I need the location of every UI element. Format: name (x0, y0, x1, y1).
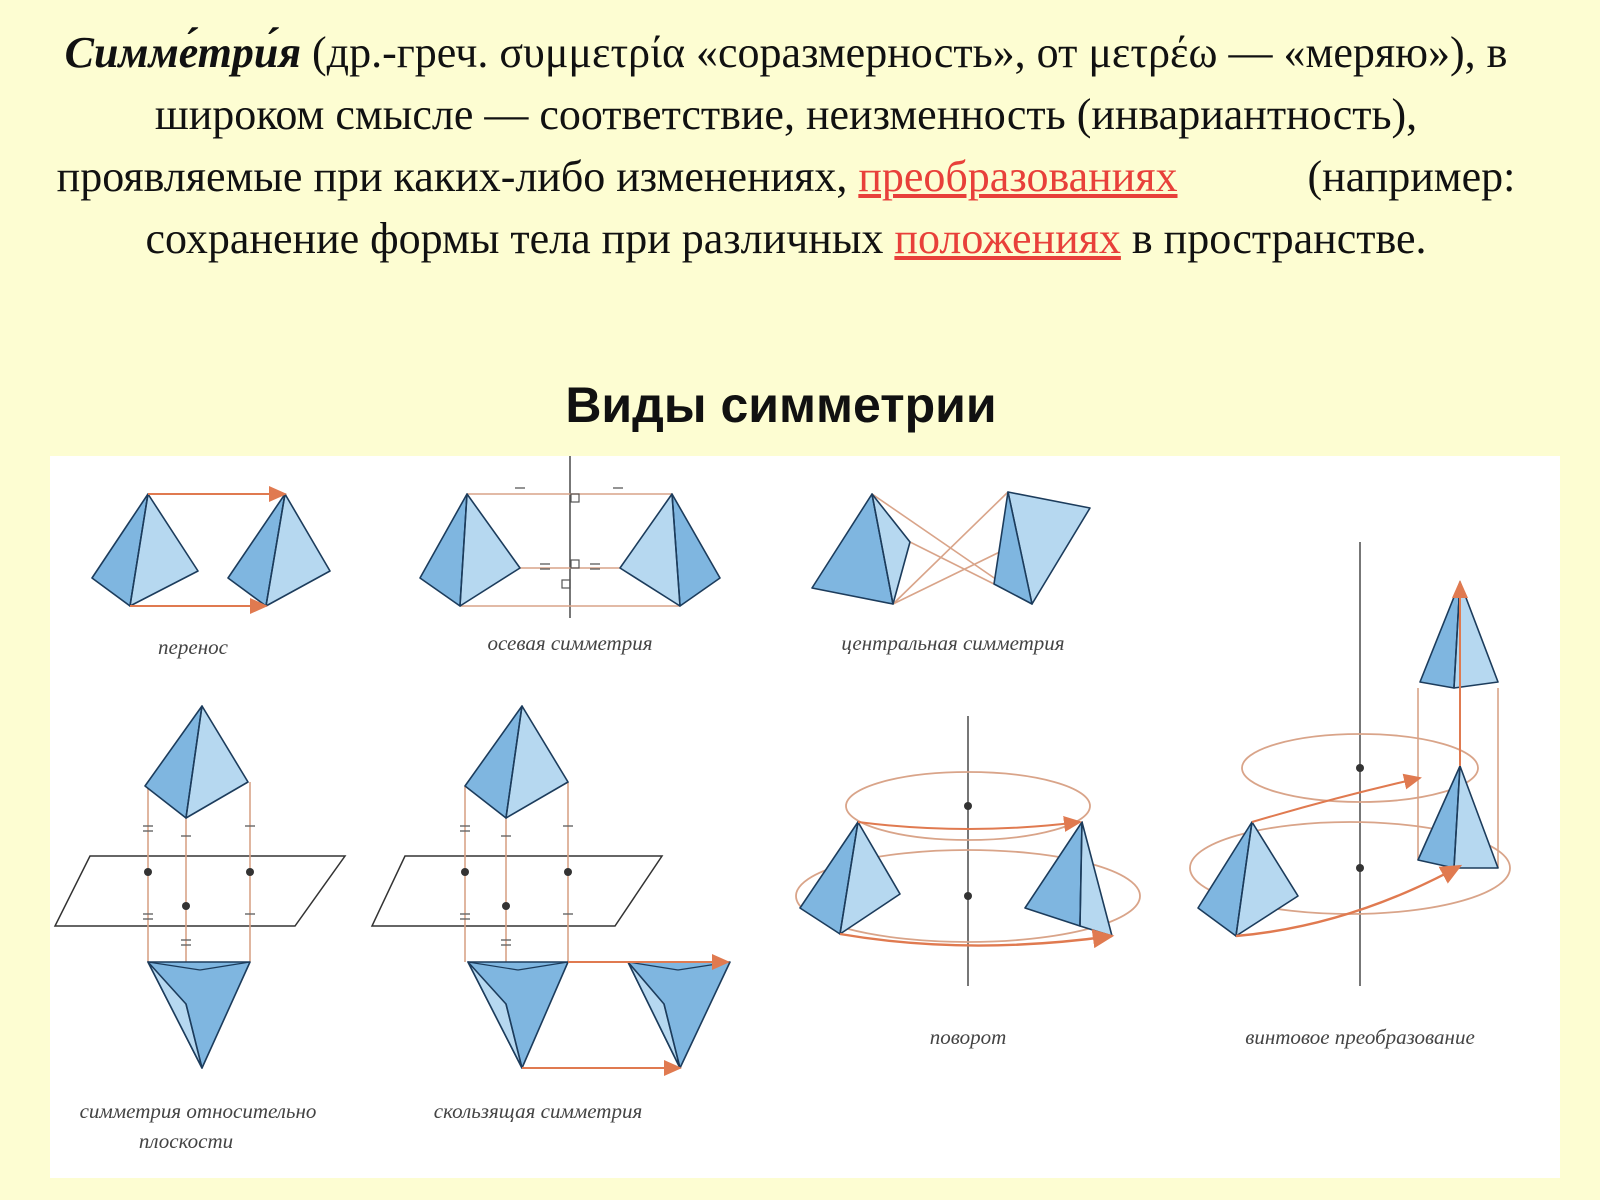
caption-rotation: поворот (929, 1025, 1007, 1049)
link-positions[interactable]: положениях (894, 214, 1121, 263)
section-title: Виды симметрии (565, 377, 997, 433)
definition-paragraph (56, 22, 1516, 270)
caption-central-symmetry: центральная симметрия (841, 631, 1065, 655)
caption-plane-symmetry-line1: симметрия относительно (79, 1099, 317, 1123)
axis-point (1356, 764, 1364, 772)
definition-intro: (др.-греч. συμμετρία «соразмерность», от μετρέω — «меряю»), в широком смысле — соответствие, неизменность (инвариантность), проявляемые при каких-либо изменениях, (56, 28, 1508, 201)
pyramid-face (460, 494, 520, 606)
term-symmetry: Симме́три́я (64, 28, 302, 77)
pyramid-face (628, 962, 730, 1068)
pyramid-face (620, 494, 680, 606)
axis-point (246, 868, 254, 876)
axis-point (182, 902, 190, 910)
caption-axial-symmetry: осевая симметрия (487, 631, 653, 655)
tetrahedra (92, 492, 1498, 1068)
axis-point (502, 902, 510, 910)
pyramid-face (1080, 822, 1112, 936)
caption-translation: перенос (158, 635, 228, 659)
caption-plane-symmetry-line2: плоскости (138, 1129, 234, 1153)
axis-point (964, 892, 972, 900)
axis-point (964, 802, 972, 810)
axis-point (1356, 864, 1364, 872)
mirror-plane (55, 856, 345, 926)
axis-point (564, 868, 572, 876)
caption-screw-transformation: винтовое преобразование (1245, 1025, 1475, 1049)
pyramid-face (420, 494, 467, 606)
pyramid-face (1418, 766, 1460, 868)
right-angle-mark (571, 560, 579, 568)
symmetry-types-figure (50, 456, 1560, 1178)
construction-line (893, 492, 1008, 604)
link-transformations[interactable]: преобразованиях (858, 152, 1178, 201)
mirror-plane (372, 856, 662, 926)
symmetry-diagram (50, 456, 1560, 1178)
definition-middle: (например: сохранение формы тела при различных (145, 152, 1516, 263)
transformation-arrows (130, 494, 1460, 1068)
pyramid-face (1025, 822, 1082, 926)
caption-glide-symmetry: скользящая симметрия (433, 1099, 643, 1123)
axis-point (461, 868, 469, 876)
pyramid-face (1420, 582, 1460, 688)
rotation-arrow-top (858, 822, 1080, 829)
right-angle-mark (571, 494, 579, 502)
pyramid-face (1454, 766, 1498, 868)
right-angle-mark (562, 580, 570, 588)
definition-end: в пространстве. (1120, 214, 1427, 263)
axis-point (144, 868, 152, 876)
